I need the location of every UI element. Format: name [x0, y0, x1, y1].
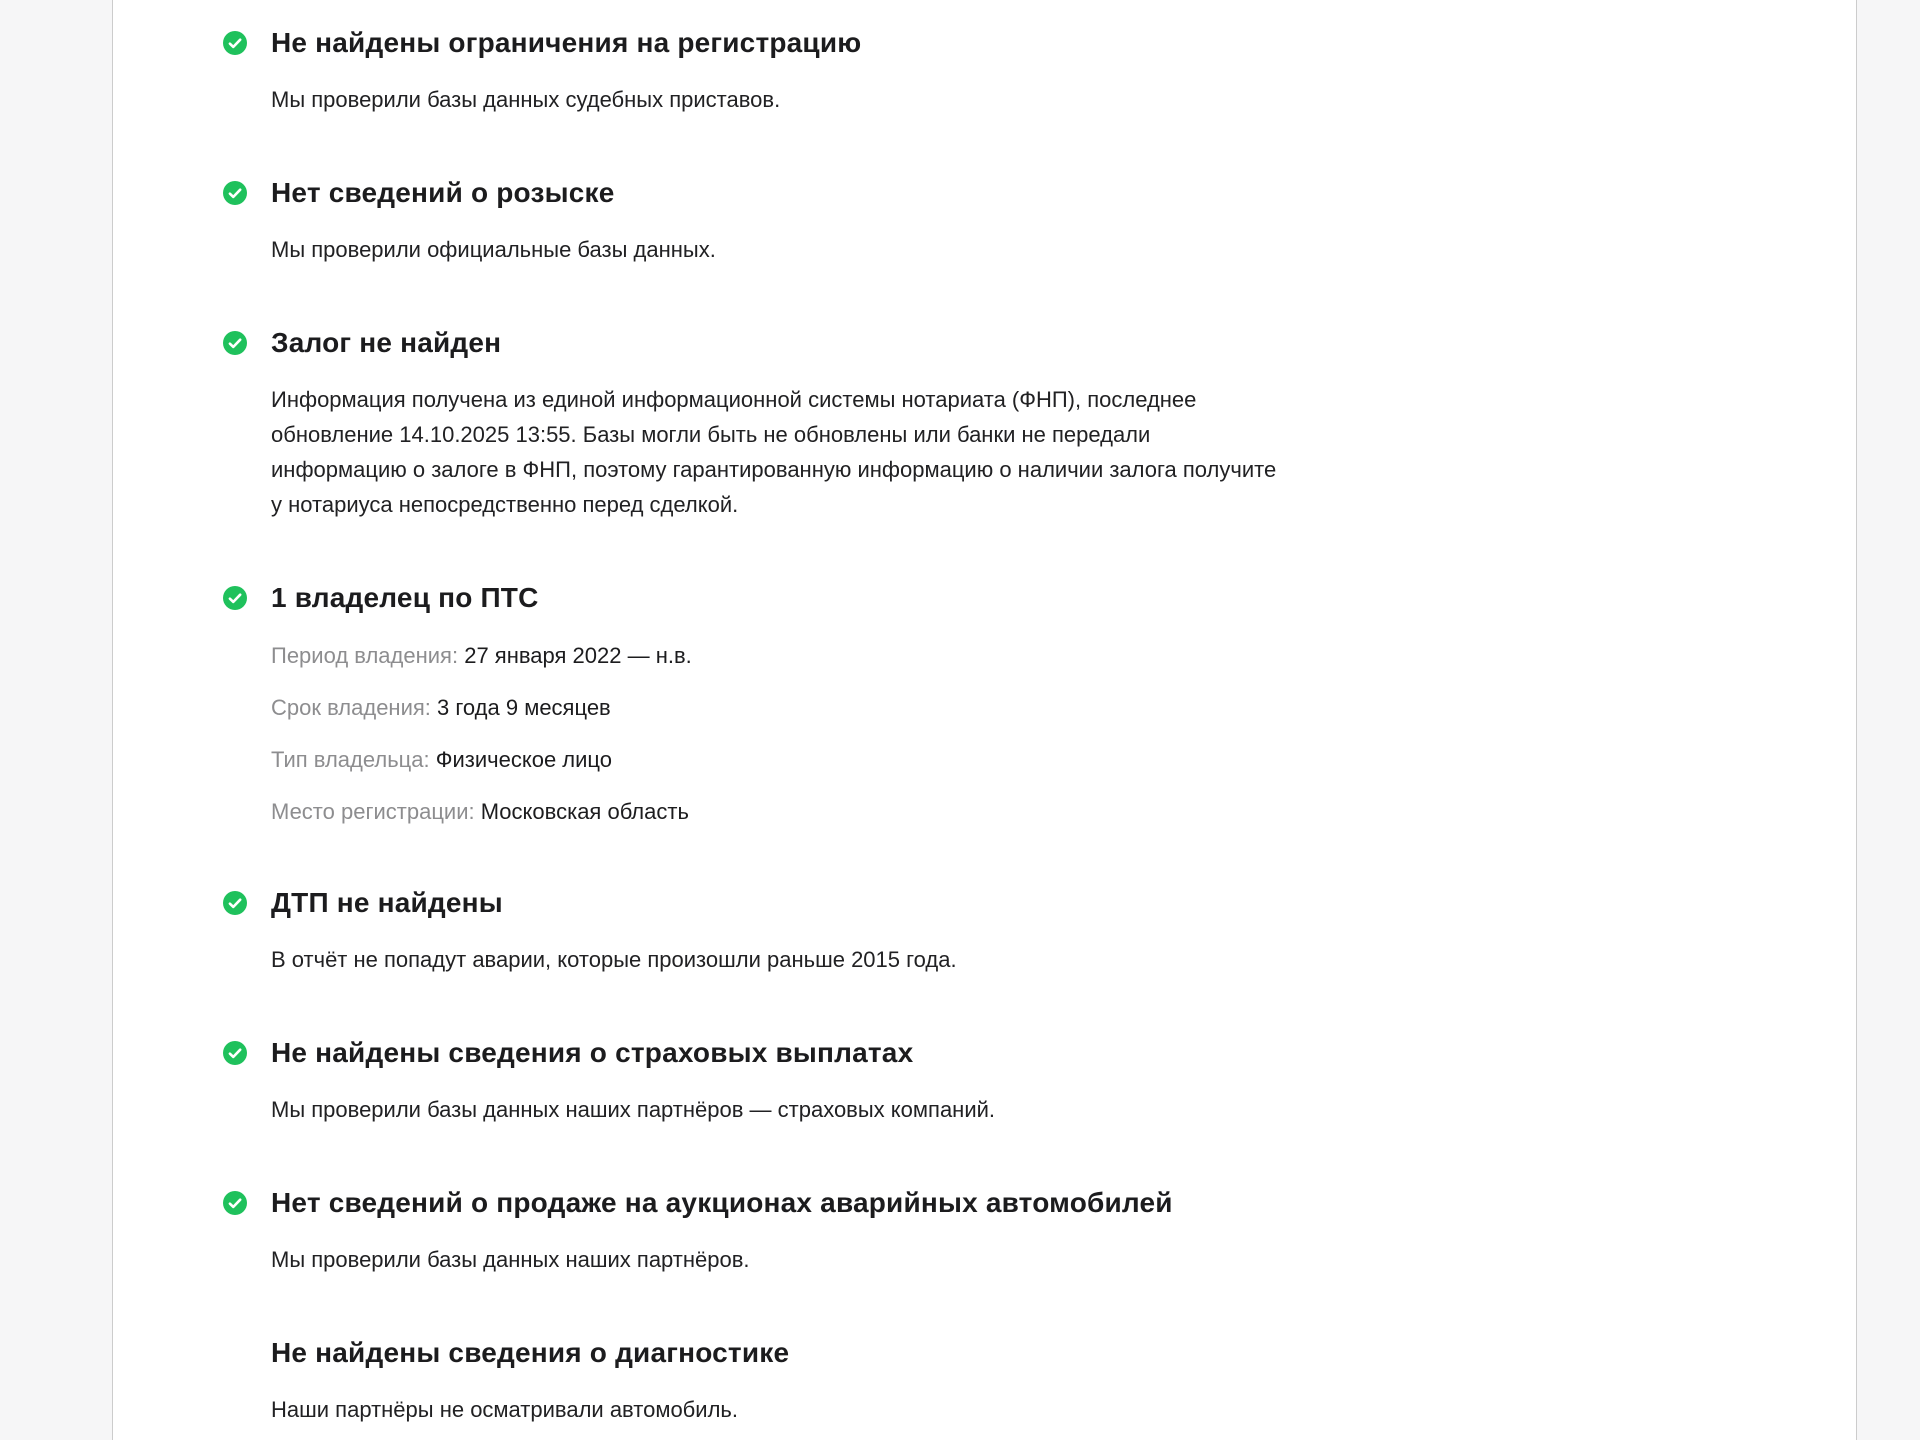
section-description: Мы проверили базы данных судебных приставов. — [271, 87, 781, 112]
check-section — [113, 1185, 1856, 1277]
section-description: Мы проверили базы данных наших партнёров — страховых компаний. — [271, 1097, 996, 1122]
section-title: Нет сведений о продаже на аукционах аварийных автомобилей — [271, 1187, 1173, 1218]
detail-label: Место регистрации: — [271, 799, 475, 824]
check-circle-icon — [223, 331, 247, 355]
section-title: Не найдены сведения о диагностике — [271, 1337, 790, 1368]
detail-row — [271, 745, 1856, 775]
detail-label: Срок владения: — [271, 695, 431, 720]
detail-value: Московская область — [480, 799, 689, 824]
section-title: Нет сведений о розыске — [271, 177, 615, 208]
check-circle-icon — [223, 181, 247, 205]
check-section — [113, 175, 1856, 267]
detail-value: 3 года 9 месяцев — [437, 695, 611, 720]
section-description: Мы проверили базы данных наших партнёров. — [271, 1247, 750, 1272]
detail-label: Тип владельца: — [271, 747, 430, 772]
section-title: Не найдены сведения о страховых выплатах — [271, 1037, 914, 1068]
check-section — [113, 1335, 1856, 1427]
report-panel — [112, 0, 1857, 1440]
detail-value: 27 января 2022 — н.в. — [464, 643, 692, 668]
section-description: В отчёт не попадут аварии, которые произошли раньше 2015 года. — [271, 947, 957, 972]
detail-row — [271, 693, 1856, 723]
section-description: Информация получена из единой информационной системы нотариата (ФНП), последнее обновление 14.10.2025 13:55. Базы могли быть не обновлены или банки не передали информацию о залоге в ФНП, поэтому гарантированную информацию о наличии залога получите у нотариуса непосредственно перед сделкой. — [271, 387, 1277, 517]
check-section — [113, 580, 1856, 827]
check-section — [113, 325, 1856, 522]
section-description: Наши партнёры не осматривали автомобиль. — [271, 1397, 738, 1422]
section-title: ДТП не найдены — [271, 887, 503, 918]
detail-value: Физическое лицо — [435, 747, 613, 772]
detail-row — [271, 641, 1856, 671]
check-section — [113, 25, 1856, 117]
section-title: Не найдены ограничения на регистрацию — [271, 27, 862, 58]
detail-label: Период владения: — [271, 643, 459, 668]
owner-details — [271, 641, 1856, 827]
check-section — [113, 1035, 1856, 1127]
check-sections-list — [113, 25, 1856, 1427]
check-circle-icon — [223, 586, 247, 610]
check-circle-icon — [223, 31, 247, 55]
section-description: Мы проверили официальные базы данных. — [271, 237, 716, 262]
check-section — [113, 885, 1856, 977]
check-circle-icon — [223, 1041, 247, 1065]
check-circle-icon — [223, 1191, 247, 1215]
section-title: 1 владелец по ПТС — [271, 582, 539, 613]
section-title: Залог не найден — [271, 327, 502, 358]
check-circle-icon — [223, 891, 247, 915]
detail-row — [271, 797, 1856, 827]
